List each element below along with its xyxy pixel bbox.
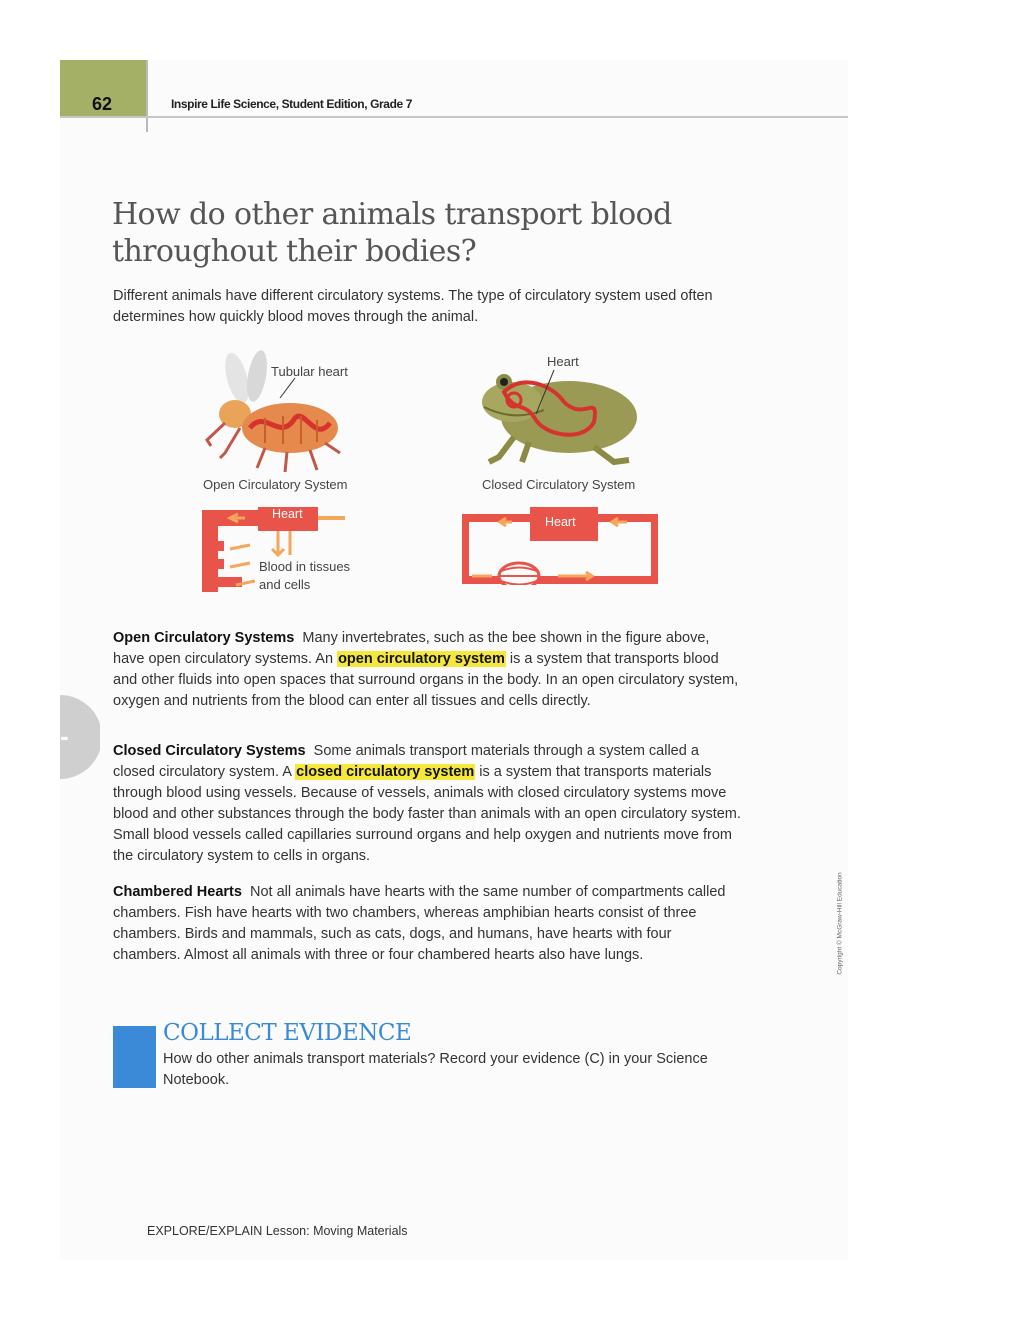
- open-systems-paragraph: [113, 628, 743, 712]
- intro-paragraph: Different animals have different circulatory systems. The type of circulatory system used often determines how quickly blood moves through the animal.: [113, 288, 713, 325]
- open-diagram-tissues-label-1: Blood in tissues: [259, 559, 351, 574]
- footer-label: EXPLORE/EXPLAIN: [147, 1224, 263, 1238]
- copyright-notice: Copyright © McGraw-Hill Education: [836, 872, 844, 975]
- chambered-hearts-title: Chambered Hearts: [113, 884, 242, 900]
- collect-evidence-marker: [113, 1026, 156, 1088]
- closed-system-caption: Closed Circulatory System: [482, 477, 636, 492]
- open-diagram-heart-label: Heart: [272, 507, 303, 521]
- frog-heart-label: Heart: [547, 354, 579, 369]
- footer: [147, 1224, 408, 1238]
- header-divider: [60, 116, 848, 118]
- chambered-hearts-paragraph: [113, 882, 743, 966]
- open-systems-text-1: Many invertebrates, such as the bee shown in the figure above, have open circulatory systems. An: [113, 630, 710, 667]
- closed-systems-paragraph: [113, 741, 743, 867]
- chambered-hearts-text: Not all animals have hearts with the same number of compartments called chambers. Fish have hearts with two chambers, whereas amphibian hearts consist of three chambers. Birds and mammals, such as cats, dogs, and humans, have hearts with four chambers. Almost all animals with three or four chambered hearts also have lungs.: [113, 884, 726, 963]
- page-number: 62: [92, 94, 113, 114]
- closed-diagram-heart-label: Heart: [545, 515, 576, 529]
- bee-heart-label: Tubular heart: [271, 364, 348, 379]
- closed-systems-text-2: is a system that transports materials through blood using vessels. Because of vessels, animals with closed circulatory systems move blood and other substances through the body faster than animals with an open circulatory system. Small blood vessels called capillaries surround organs and help oxygen and nutrients move from the circulatory system to cells in organs.: [113, 764, 741, 864]
- closed-term-highlight: closed circulatory system: [296, 764, 475, 780]
- page-number-block: [60, 60, 146, 116]
- footer-lesson: Lesson: Moving Materials: [265, 1224, 408, 1238]
- closed-systems-text-1: Some animals transport materials through a system called a closed circulatory system. A: [113, 743, 699, 780]
- collect-evidence-title: COLLECT EVIDENCE: [163, 1020, 412, 1046]
- open-system-caption: Open Circulatory System: [203, 477, 348, 492]
- open-systems-title: Open Circulatory Systems: [113, 630, 295, 646]
- open-diagram-tissues-label-2: and cells: [259, 577, 311, 592]
- header-divider-vertical: [146, 60, 148, 132]
- closed-systems-title: Closed Circulatory Systems: [113, 743, 306, 759]
- side-tab[interactable]: -: [60, 695, 100, 779]
- frog-illustration: [474, 362, 644, 472]
- collect-evidence-text: How do other animals transport materials? Record your evidence (C) in your Science Notebook.: [163, 1051, 708, 1088]
- page-title: How do other animals transport blood throughout their bodies?: [112, 197, 672, 269]
- open-term-highlight: open circulatory system: [338, 651, 505, 667]
- open-systems-text-2: is a system that transports blood and other fluids into open spaces that surround organs in the body. In an open circulatory system, oxygen and nutrients from the blood can enter all tissues and cells directly.: [113, 651, 739, 709]
- book-title: Inspire Life Science, Student Edition, Grade 7: [171, 97, 412, 111]
